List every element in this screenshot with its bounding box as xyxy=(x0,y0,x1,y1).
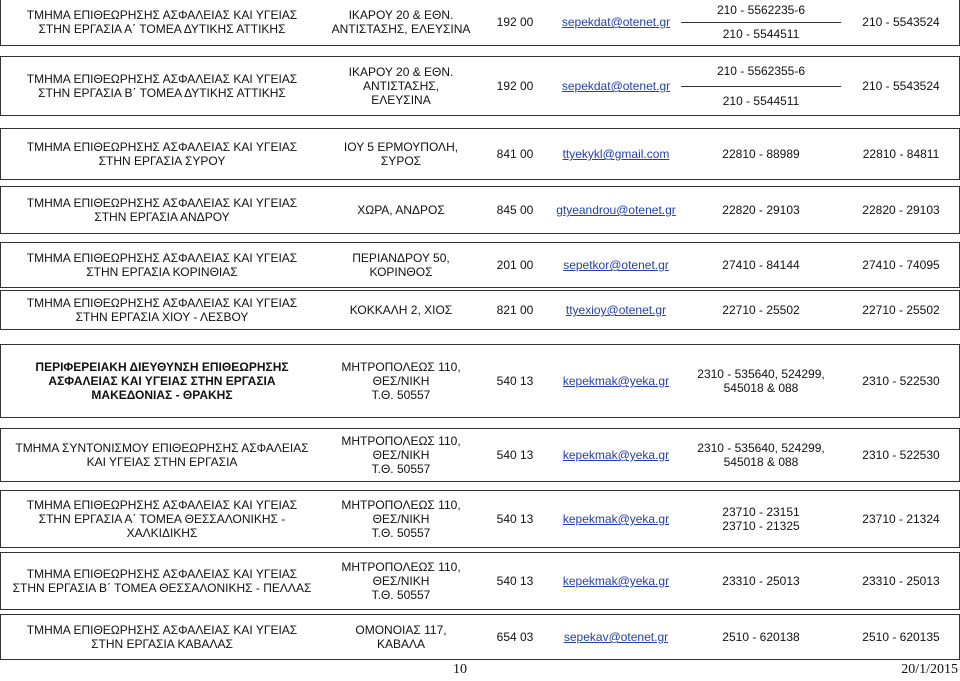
office-name: ΤΜΗΜΑ ΕΠΙΘΕΩΡΗΣΗΣ ΑΣΦΑΛΕΙΑΣ ΚΑΙ ΥΓΕΙΑΣ ΣΤΗΝ ΕΡΓΑΣΙΑ ΚΑΒΑΛΑΣ xyxy=(26,623,298,651)
phone-number: 23710 - 23151 23710 - 21325 xyxy=(722,505,800,533)
phone-number: 22810 - 88989 xyxy=(722,147,800,161)
postal-code: 540 13 xyxy=(496,374,534,388)
phone-number: 22820 - 29103 xyxy=(722,203,800,217)
postal-code: 192 00 xyxy=(496,15,534,29)
office-address: ΙΟΥ 5 ΕΡΜΟΥΠΟΛΗ, ΣΥΡΟΣ xyxy=(343,140,459,168)
email-cell xyxy=(551,129,681,179)
email-cell xyxy=(551,491,681,547)
office-name: ΤΜΗΜΑ ΕΠΙΘΕΩΡΗΣΗΣ ΑΣΦΑΛΕΙΑΣ ΚΑΙ ΥΓΕΙΑΣ ΣΤΗΝ ΕΡΓΑΣΙΑ Α΄ ΤΟΜΕΑ ΘΕΣΣΑΛΟΝΙΚΗΣ - ΧΑΛΚΙΔΙΚΗΣ xyxy=(26,498,298,540)
table-row xyxy=(0,242,960,288)
office-name: ΤΜΗΜΑ ΣΥΝΤΟΝΙΣΜΟΥ ΕΠΙΘΕΩΡΗΣΗΣ ΑΣΦΑΛΕΙΑΣ ΚΑΙ ΥΓΕΙΑΣ ΣΤΗΝ ΕΡΓΑΣΙΑ xyxy=(15,441,309,469)
table-row xyxy=(0,428,960,482)
office-address: ΜΗΤΡΟΠΟΛΕΩΣ 110, ΘΕΣ/ΝΙΚΗ Τ.Θ. 50557 xyxy=(341,498,461,540)
postal-code: 192 00 xyxy=(496,79,534,93)
office-address: ΜΗΤΡΟΠΟΛΕΩΣ 110, ΘΕΣ/ΝΙΚΗ Τ.Θ. 50557 xyxy=(341,434,461,476)
phone-cell xyxy=(681,491,841,547)
office-address: ΟΜΟΝΟΙΑΣ 117, ΚΑΒΑΛΑ xyxy=(355,623,447,651)
phone-cell xyxy=(681,553,841,609)
phone-cell xyxy=(681,615,841,659)
phone-list xyxy=(681,0,841,45)
office-name: ΤΜΗΜΑ ΕΠΙΘΕΩΡΗΣΗΣ ΑΣΦΑΛΕΙΑΣ ΚΑΙ ΥΓΕΙΑΣ ΣΤΗΝ ΕΡΓΑΣΙΑ Α΄ ΤΟΜΕΑ ΔΥΤΙΚΗΣ ΑΤΤΙΚΗΣ xyxy=(26,8,298,36)
email-cell xyxy=(551,0,681,45)
email-cell xyxy=(551,57,681,115)
email-link[interactable]: kepekmak@yeka.gr xyxy=(562,512,670,526)
phone-number: 210 - 5562355-6 xyxy=(716,64,806,79)
email-link[interactable]: sepekdat@otenet.gr xyxy=(561,79,671,93)
phone-cell xyxy=(681,0,841,45)
fax-number: 22710 - 25502 xyxy=(862,303,940,317)
phone-cell xyxy=(681,129,841,179)
postal-code: 841 00 xyxy=(496,147,534,161)
email-link[interactable]: ttyexioy@otenet.gr xyxy=(565,303,667,317)
table-row xyxy=(0,128,960,180)
phone-number: 2310 - 535640, 524299, 545018 & 088 xyxy=(697,367,825,395)
office-name: ΤΜΗΜΑ ΕΠΙΘΕΩΡΗΣΗΣ ΑΣΦΑΛΕΙΑΣ ΚΑΙ ΥΓΕΙΑΣ ΣΤΗΝ ΕΡΓΑΣΙΑ Β΄ ΤΟΜΕΑ ΘΕΣΣΑΛΟΝΙΚΗΣ - ΠΕΛΛΑΣ xyxy=(12,567,312,595)
office-address: ΚΟΚΚΑΛΗ 2, ΧΙΟΣ xyxy=(349,303,453,317)
email-cell xyxy=(551,187,681,233)
email-link[interactable]: kepekmak@yeka.gr xyxy=(562,574,670,588)
office-address: ΙΚΑΡΟΥ 20 & ΕΘΝ. ΑΝΤΙΣΤΑΣΗΣ, ΕΛΕΥΣΙΝΑ xyxy=(331,8,471,36)
table-row xyxy=(0,344,960,418)
office-name: ΤΜΗΜΑ ΕΠΙΘΕΩΡΗΣΗΣ ΑΣΦΑΛΕΙΑΣ ΚΑΙ ΥΓΕΙΑΣ ΣΤΗΝ ΕΡΓΑΣΙΑ ΑΝΔΡΟΥ xyxy=(26,196,298,224)
fax-number: 23310 - 25013 xyxy=(862,574,940,588)
postal-code: 654 03 xyxy=(496,630,534,644)
table-row xyxy=(0,290,960,330)
fax-number: 210 - 5543524 xyxy=(862,79,940,93)
phone-number: 22710 - 25502 xyxy=(722,303,800,317)
office-address: ΧΩΡΑ, ΑΝΔΡΟΣ xyxy=(357,203,445,217)
phone-number: 23310 - 25013 xyxy=(722,574,800,588)
office-name: ΤΜΗΜΑ ΕΠΙΘΕΩΡΗΣΗΣ ΑΣΦΑΛΕΙΑΣ ΚΑΙ ΥΓΕΙΑΣ ΣΤΗΝ ΕΡΓΑΣΙΑ ΚΟΡΙΝΘΙΑΣ xyxy=(26,251,298,279)
table-row xyxy=(0,0,960,46)
email-cell xyxy=(551,615,681,659)
postal-code: 540 13 xyxy=(496,512,534,526)
table-row xyxy=(0,614,960,660)
fax-number: 2310 - 522530 xyxy=(862,448,940,462)
postal-code: 821 00 xyxy=(496,303,534,317)
phone-cell xyxy=(681,291,841,329)
phone-number: 210 - 5562235-6 xyxy=(716,3,806,18)
email-link[interactable]: sepekdat@otenet.gr xyxy=(561,15,671,29)
fax-number: 210 - 5543524 xyxy=(862,15,940,29)
email-link[interactable]: sepekav@otenet.gr xyxy=(563,630,669,644)
table-row xyxy=(0,186,960,234)
postal-code: 201 00 xyxy=(496,258,534,272)
email-cell xyxy=(551,243,681,287)
table-row xyxy=(0,552,960,610)
phone-cell xyxy=(681,187,841,233)
email-cell xyxy=(551,291,681,329)
office-name: ΠΕΡΙΦΕΡΕΙΑΚΗ ΔΙΕΥΘΥΝΣΗ ΕΠΙΘΕΩΡΗΣΗΣ ΑΣΦΑΛΕΙΑΣ ΚΑΙ ΥΓΕΙΑΣ ΣΤΗΝ ΕΡΓΑΣΙΑ ΜΑΚΕΔΟΝΙΑΣ - ΘΡΑΚΗΣ xyxy=(35,360,289,402)
fax-number: 22810 - 84811 xyxy=(862,147,940,161)
table-row xyxy=(0,490,960,548)
postal-code: 845 00 xyxy=(496,203,534,217)
page-number: 10 xyxy=(453,662,467,677)
fax-number: 2510 - 620135 xyxy=(862,630,940,644)
phone-number: 2310 - 535640, 524299, 545018 & 088 xyxy=(697,441,825,469)
office-address: ΜΗΤΡΟΠΟΛΕΩΣ 110, ΘΕΣ/ΝΙΚΗ Τ.Θ. 50557 xyxy=(341,360,461,402)
fax-number: 2310 - 522530 xyxy=(862,374,940,388)
fax-number: 23710 - 21324 xyxy=(862,512,940,526)
footer-date: 20/1/2015 xyxy=(901,662,958,677)
email-cell xyxy=(551,345,681,417)
office-address: ΙΚΑΡΟΥ 20 & ΕΘΝ. ΑΝΤΙΣΤΑΣΗΣ, ΕΛΕΥΣΙΝΑ xyxy=(348,65,454,107)
office-name: ΤΜΗΜΑ ΕΠΙΘΕΩΡΗΣΗΣ ΑΣΦΑΛΕΙΑΣ ΚΑΙ ΥΓΕΙΑΣ ΣΤΗΝ ΕΡΓΑΣΙΑ ΣΥΡΟΥ xyxy=(26,140,298,168)
email-link[interactable]: gtyeandrou@otenet.gr xyxy=(556,203,676,217)
phone-number: 27410 - 84144 xyxy=(722,258,800,272)
office-name: ΤΜΗΜΑ ΕΠΙΘΕΩΡΗΣΗΣ ΑΣΦΑΛΕΙΑΣ ΚΑΙ ΥΓΕΙΑΣ ΣΤΗΝ ΕΡΓΑΣΙΑ Β΄ ΤΟΜΕΑ ΔΥΤΙΚΗΣ ΑΤΤΙΚΗΣ xyxy=(26,72,298,100)
table-row xyxy=(0,56,960,116)
phone-number: 210 - 5544511 xyxy=(681,22,841,46)
email-link[interactable]: kepekmak@yeka.gr xyxy=(562,448,670,462)
email-link[interactable]: sepetkor@otenet.gr xyxy=(563,258,669,272)
fax-number: 22820 - 29103 xyxy=(862,203,940,217)
email-link[interactable]: ttyekykl@gmail.com xyxy=(562,147,670,161)
office-name: ΤΜΗΜΑ ΕΠΙΘΕΩΡΗΣΗΣ ΑΣΦΑΛΕΙΑΣ ΚΑΙ ΥΓΕΙΑΣ ΣΤΗΝ ΕΡΓΑΣΙΑ ΧΙΟΥ - ΛΕΣΒΟΥ xyxy=(26,296,298,324)
office-address: ΠΕΡΙΑΝΔΡΟΥ 50, ΚΟΡΙΝΘΟΣ xyxy=(352,251,450,279)
phone-cell xyxy=(681,429,841,481)
postal-code: 540 13 xyxy=(496,448,534,462)
postal-code: 540 13 xyxy=(496,574,534,588)
email-cell xyxy=(551,429,681,481)
fax-number: 27410 - 74095 xyxy=(862,258,940,272)
phone-cell xyxy=(681,57,841,115)
phone-number: 2510 - 620138 xyxy=(722,630,800,644)
office-address: ΜΗΤΡΟΠΟΛΕΩΣ 110, ΘΕΣ/ΝΙΚΗ Τ.Θ. 50557 xyxy=(341,560,461,602)
phone-cell xyxy=(681,345,841,417)
email-link[interactable]: kepekmak@yeka.gr xyxy=(562,374,670,388)
phone-number: 210 - 5544511 xyxy=(681,86,841,116)
email-cell xyxy=(551,553,681,609)
phone-list xyxy=(681,57,841,115)
phone-cell xyxy=(681,243,841,287)
